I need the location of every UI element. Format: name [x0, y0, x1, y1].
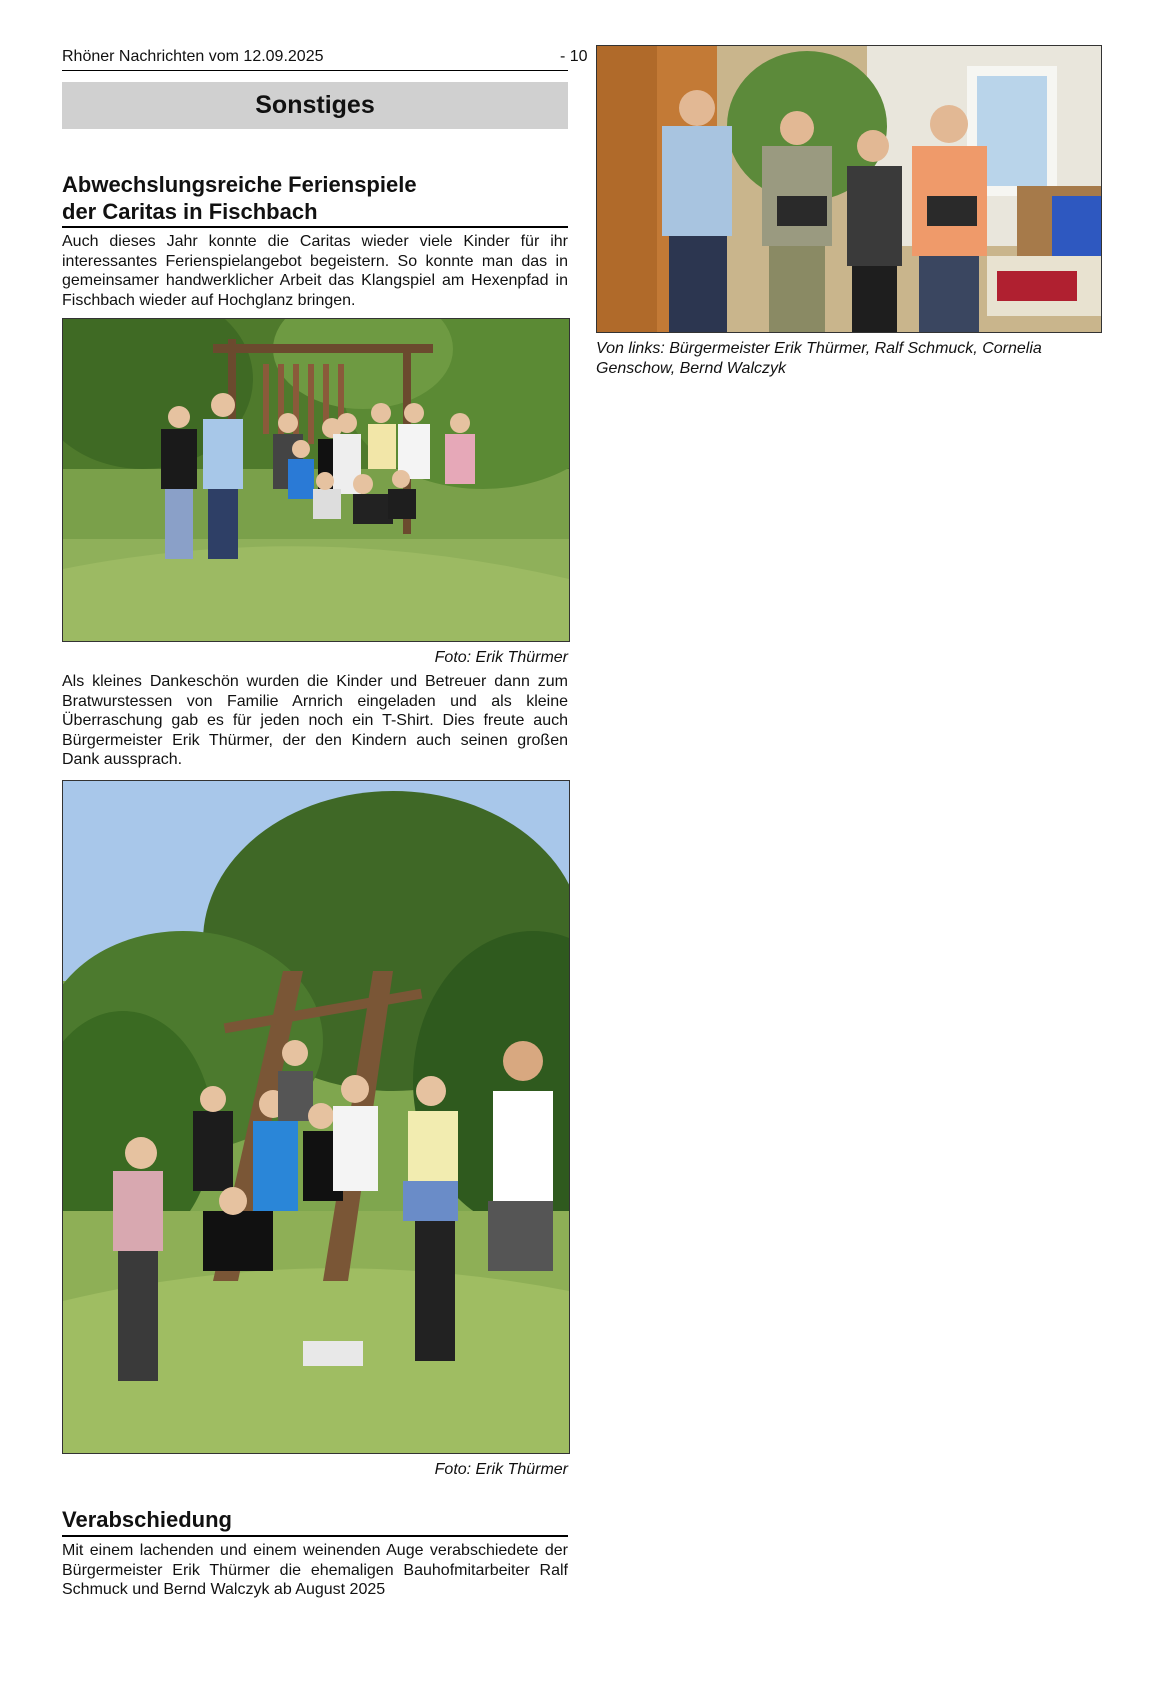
article-title-verabschiedung: Verabschiedung [62, 1507, 232, 1532]
article-title-ferienspiele [62, 171, 568, 225]
article2-body-text: Mit einem lachenden und einem weinenden Auge verabschiedete der Bürgermeister Erik Thürmer die ehemaligen Bauhofmitarbeiter Ralf Schmuck und Bernd Walczyk ab August 2025 [62, 1542, 568, 1598]
photo3-caption-line1: Von links: Bürgermeister Erik Thürmer, Ralf Schmuck, Cornelia [596, 340, 1042, 357]
article-body [62, 672, 568, 770]
section-title: Sonstiges [62, 82, 568, 129]
article-body-text: Als kleines Dankeschön wurden die Kinder und Betreuer dann zum Bratwurstessen von Familie Arnrich eingeladen und als kleine Überraschung gab es für jeden noch ein T-Shirt. Dies freute auch Bürgermeister Erik Thürmer, der den Kindern auch seinen großen Dank aussprach. [62, 673, 568, 768]
article-title-line1: Abwechslungsreiche Ferienspiele [62, 172, 417, 197]
publication-header: Rhöner Nachrichten vom 12.09.2025 [62, 48, 324, 65]
article-intro [62, 232, 568, 310]
article2-body [62, 1541, 568, 1600]
photo-farewell [596, 45, 1102, 333]
photo2-caption: Foto: Erik Thürmer [434, 1461, 568, 1478]
photo-toasting-group [62, 780, 570, 1454]
photo3-caption-line2: Genschow, Bernd Walczyk [596, 359, 787, 377]
photo-playground-group [62, 318, 570, 642]
article-title-rule [62, 226, 568, 228]
article2-title-rule [62, 1535, 568, 1537]
photo3-caption [596, 339, 1100, 378]
article-intro-text: Auch dieses Jahr konnte die Caritas wieder viele Kinder für ihr interessantes Ferienspielangebot begeistern. So konnte man das in gemeinsamer handwerklicher Arbeit das Klangspiel am Hexenpfad in Fischbach wieder auf Hochglanz bringen. [62, 233, 568, 309]
article-title-line2: der Caritas in Fischbach [62, 199, 318, 224]
photo1-caption: Foto: Erik Thürmer [434, 649, 568, 666]
page-number: - 10 [560, 48, 588, 65]
header-rule [62, 70, 568, 71]
